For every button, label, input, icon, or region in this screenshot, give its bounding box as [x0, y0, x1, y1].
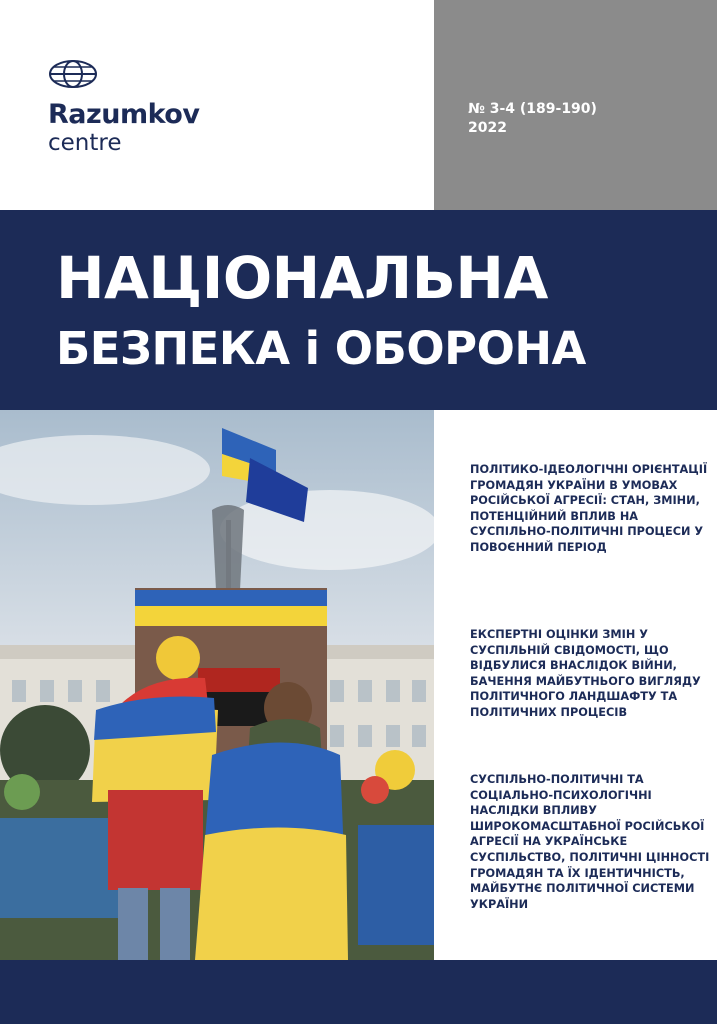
article-title: СУСПІЛЬНО-ПОЛІТИЧНІ ТА СОЦІАЛЬНО-ПСИХОЛОГІЧНІ НАСЛІДКИ ВПЛИВУ ШИРОКОМАСШТАБНОЇ РОСІЙСЬКОЇ АГРЕСІЇ НА УКРАЇНСЬКЕ СУСПІЛЬСТВО, ПОЛІТИЧНІ ЦІННОСТІ ГРОМАДЯН ТА ЇХ ІДЕНТИЧНІСТЬ, МАЙБУТНЄ ПОЛІТИЧНОЇ СИСТЕМИ УКРАЇНИ	[470, 773, 710, 911]
brand-name: Razumkov	[48, 99, 200, 130]
article-title: ПОЛІТИКО-ІДЕОЛОГІЧНІ ОРІЄНТАЦІЇ ГРОМАДЯН УКРАЇНИ В УМОВАХ РОСІЙСЬКОЇ АГРЕСІЇ: СТАН, ЗМІНИ, ПОТЕНЦІЙНИЙ ВПЛИВ НА СУСПІЛЬНО-ПОЛІТИЧНІ ПРОЦЕСИ У ПОВОЄННИЙ ПЕРІОД	[470, 463, 708, 554]
bottom-band	[0, 960, 717, 1024]
issue-number: № 3-4 (189-190)	[468, 101, 597, 117]
brand-subtitle: centre	[48, 130, 122, 156]
journal-title-line2: БЕЗПЕКА і ОБОРОНА	[56, 322, 586, 375]
journal-title-line1: НАЦІОНАЛЬНА	[56, 244, 548, 312]
cover-photo	[0, 410, 434, 960]
contents-panel	[434, 410, 717, 960]
header-brand-panel	[0, 0, 434, 210]
globe-icon	[48, 59, 98, 89]
issue-info	[468, 100, 597, 138]
article-title: ЕКСПЕРТНІ ОЦІНКИ ЗМІН У СУСПІЛЬНІЙ СВІДОМОСТІ, ЩО ВІДБУЛИСЯ ВНАСЛІДОК ВІЙНИ, БАЧЕННЯ МАЙБУТНЬОГО ВИГЛЯДУ ПОЛІТИЧНОГО ЛАНДШАФТУ ТА ПОЛІТИЧНИХ ПРОЦЕСІВ	[470, 628, 701, 719]
issue-year: 2022	[468, 120, 507, 136]
